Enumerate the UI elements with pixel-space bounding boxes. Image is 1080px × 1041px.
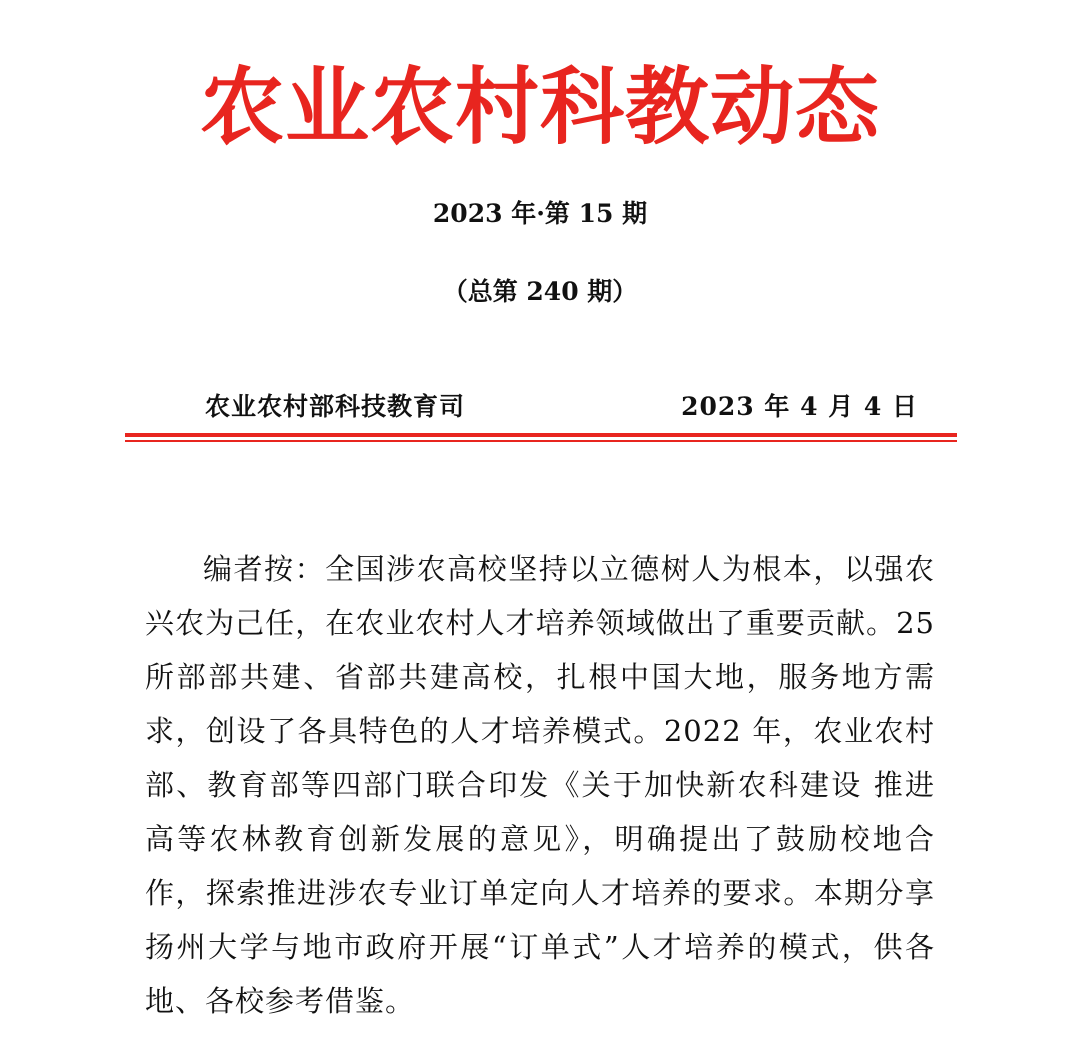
publisher-name: 农业农村部科技教育司 (205, 392, 466, 421)
header-divider-thin (125, 440, 957, 442)
total-issue-number: （总第 240 期） (442, 277, 638, 306)
masthead-title: 农业农村科教动态 (199, 58, 880, 156)
editor-note-paragraph: 编者按：全国涉农高校坚持以立德树人为根本，以强农兴农为己任，在农业农村人才培养领域做出了重要贡献。25 所部部共建、省部共建高校，扎根中国大地，服务地方需求，创设了各具特色的人才培养模式。2022 年，农业农村部、教育部等四部门联合印发《关于加快新农科建设 推进高等农林教育创新发展的意见》，明确提出了鼓励校地合作，探索推进涉农专业订单定向人才培养的要求。本期分享扬州大学与地市政府开展“订单式”人才培养的模式，供各地、各校参考借鉴。 (145, 552, 935, 1018)
publication-date: 2023 年 4 月 4 日 (681, 392, 918, 421)
issue-number: 2023 年·第 15 期 (432, 199, 648, 228)
header-divider-thick (125, 433, 957, 437)
